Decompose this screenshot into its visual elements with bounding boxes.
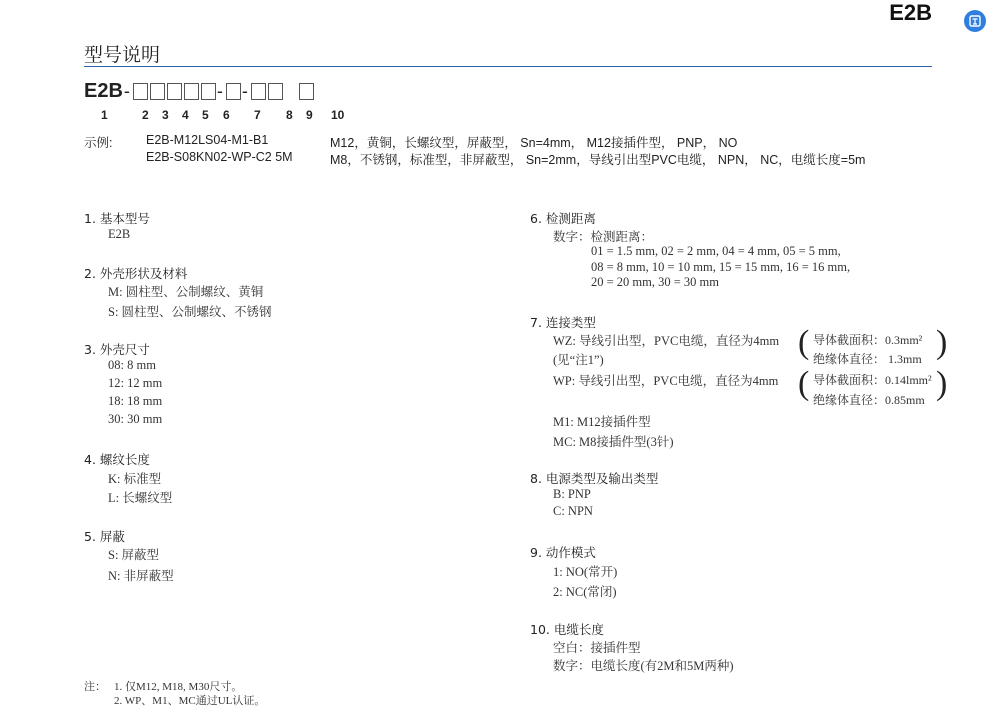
code-box [201,83,216,100]
section-heading: 4. 螺纹长度 [84,452,150,467]
position-number: 8 [286,108,293,122]
example-code: E2B-M12LS04-M1-B1 [146,133,269,147]
section-line: 30: 30 mm [108,412,163,426]
page-title: 型号说明 [84,44,161,66]
code-box [167,83,182,100]
example-desc: M12，黄铜，长螺纹型，屏蔽型， Sn=4mm， M12接插件型， PNP， NO [330,136,738,150]
code-box [251,83,266,100]
section-heading: 5. 屏蔽 [84,529,125,544]
title-divider [84,66,932,67]
position-number: 3 [162,108,169,122]
model-prefix: E2B [84,80,123,102]
section-heading: 8. 电源类型及输出类型 [530,471,659,486]
section-heading: 6. 检测距离 [530,211,596,226]
wp-conductor-area: 导体截面积：0.14lmm² [813,373,932,387]
wz-insulation-diameter: 绝缘体直径： 1.3mm [813,352,922,366]
connection-mc: MC: M8接插件型(3针) [553,435,674,449]
position-number: 7 [254,108,261,122]
section-line: 2: NC(常闭) [553,585,617,599]
section-heading: 7. 连接类型 [530,315,596,330]
connection-wz-note: (见“注1”) [553,353,604,367]
section-line: C: NPN [553,504,593,518]
connection-wp: WP: 导线引出型，PVC电缆，直径为4mm [553,374,779,388]
position-number: 1 [101,108,108,122]
code-box [133,83,148,100]
wp-insulation-diameter: 绝缘体直径：0.85mm [813,393,925,407]
wz-conductor-area: 导体截面积：0.3mm² [813,333,923,347]
section-line: 数字：电缆长度(有2M和5M两种) [553,659,734,673]
position-number: 2 [142,108,149,122]
dash: - [241,81,248,101]
section-line: M: 圆柱型、公制螺纹、黄铜 [108,285,264,299]
section-line: 12: 12 mm [108,376,163,390]
dash: - [216,81,223,101]
bracket-left: ( [798,324,810,361]
translate-glyph [969,15,981,27]
section-heading: 3. 外壳尺寸 [84,342,150,357]
section-line: K: 标准型 [108,472,162,486]
example-desc: M8，不锈钢，标准型，非屏蔽型， Sn=2mm，导线引出型PVC电缆， NPN， NC，电缆长度=5m [330,153,866,167]
section-heading: 9. 动作模式 [530,545,596,560]
section-line: 20 = 20 mm, 30 = 30 mm [591,275,719,289]
code-box [226,83,241,100]
section-line: E2B [108,227,131,241]
code-box [299,83,314,100]
bracket-left: ( [798,365,810,402]
bracket-right: ) [936,365,948,402]
section-heading: 1. 基本型号 [84,211,150,226]
example-code: E2B-S08KN02-WP-C2 5M [146,150,293,164]
section-line: 01 = 1.5 mm, 02 = 2 mm, 04 = 4 mm, 05 = 5 mm, [591,244,841,258]
translate-icon[interactable] [964,10,986,32]
section-line: 08: 8 mm [108,358,156,372]
section-line: 08 = 8 mm, 10 = 10 mm, 15 = 15 mm, 16 = 16 mm, [591,260,851,274]
note-line: 2. WP、M1、MC通过UL认证。 [114,695,266,707]
connection-wz: WZ: 导线引出型，PVC电缆，直径为4mm [553,334,780,348]
section-line: 空白：接插件型 [553,641,641,655]
position-number: 6 [223,108,230,122]
section-line: N: 非屏蔽型 [108,569,174,583]
position-number: 4 [182,108,189,122]
notes-label: 注： [84,681,106,693]
section-line: S: 圆柱型、公制螺纹、不锈钢 [108,305,272,319]
section-line: 18: 18 mm [108,394,163,408]
dash: - [123,81,130,101]
section-heading: 2. 外壳形状及材料 [84,266,188,281]
code-box [268,83,283,100]
brand-title: E2B [889,0,932,25]
section-line: B: PNP [553,487,591,501]
bracket-right: ) [936,324,948,361]
code-box [150,83,165,100]
section-line: 1: NO(常开) [553,565,618,579]
section-heading: 10. 电缆长度 [530,622,604,637]
section-line: L: 长螺纹型 [108,491,173,505]
model-code-template [84,80,314,103]
note-line: 1. 仅M12, M18, M30尺寸。 [114,681,243,693]
position-number: 5 [202,108,209,122]
examples-label: 示例: [84,136,113,150]
code-box [184,83,199,100]
section-line: 数字：检测距离： [553,230,654,244]
section-line: S: 屏蔽型 [108,548,160,562]
connection-m1: M1: M12接插件型 [553,415,651,429]
position-number: 10 [331,108,345,122]
position-number: 9 [306,108,313,122]
